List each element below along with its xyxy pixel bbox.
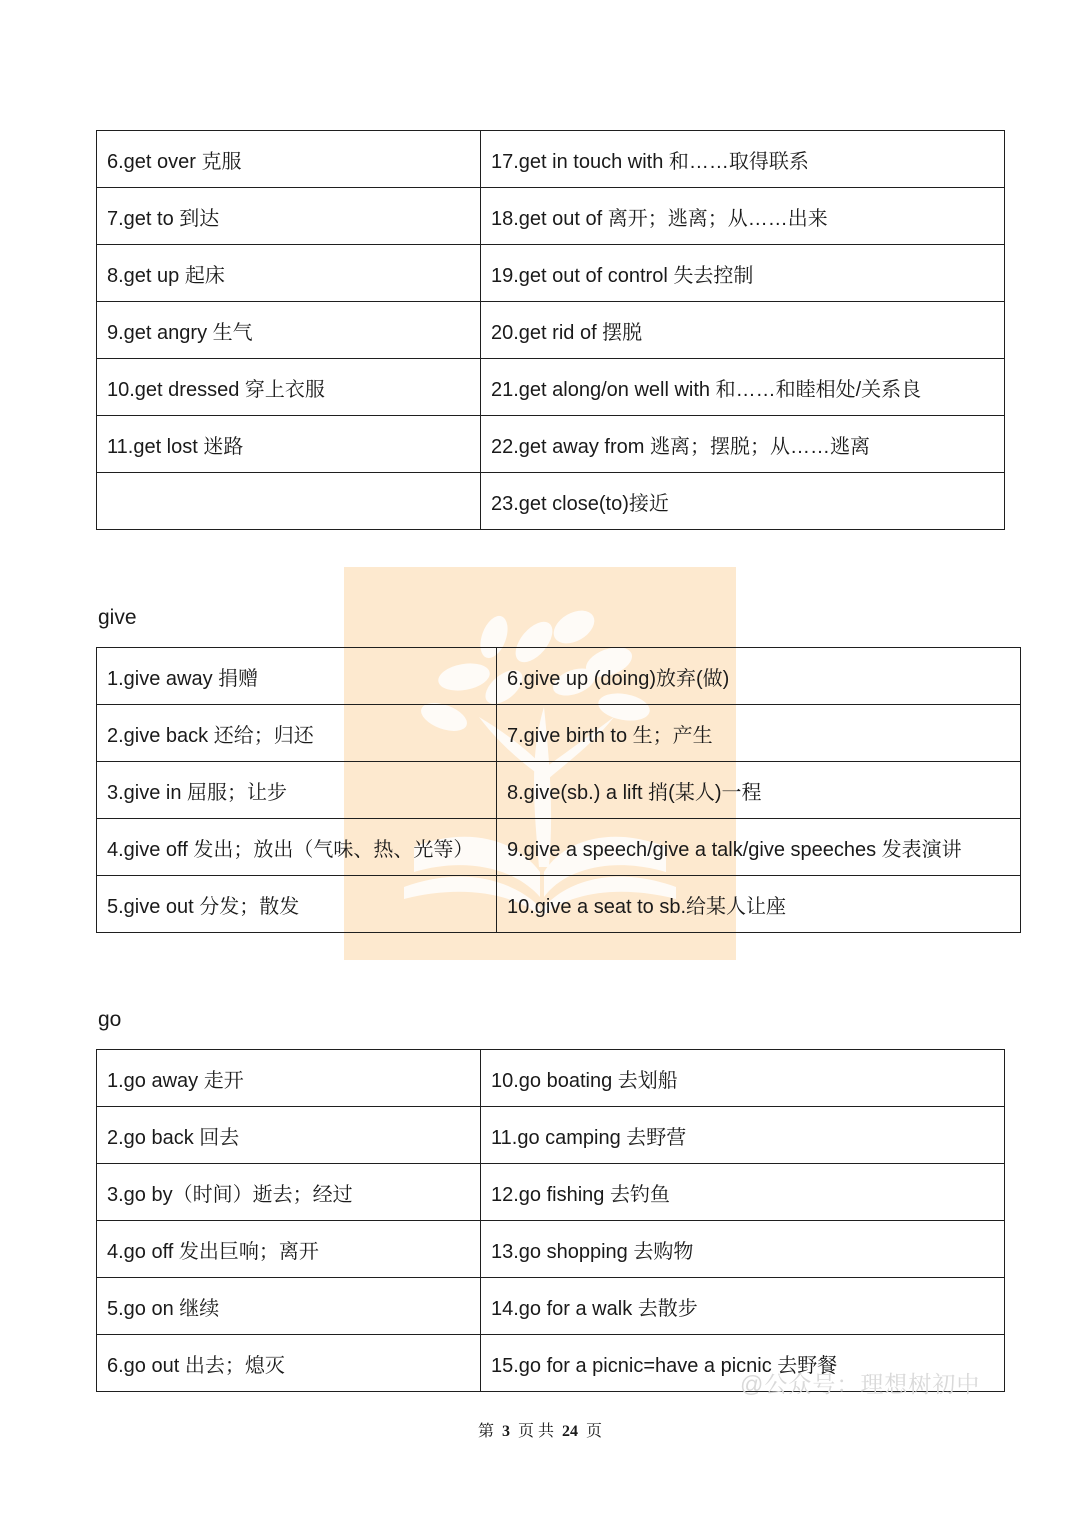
table-cell: 6.give up (doing)放弃(做) bbox=[497, 648, 1021, 705]
table-cell: 22.get away from 逃离；摆脱；从……逃离 bbox=[481, 416, 1005, 473]
table-row bbox=[97, 762, 1021, 819]
table-cell: 11.get lost 迷路 bbox=[97, 416, 481, 473]
table-row bbox=[97, 302, 1005, 359]
table-row bbox=[97, 705, 1021, 762]
table-cell: 1.give away 捐赠 bbox=[97, 648, 497, 705]
table-row bbox=[97, 876, 1021, 933]
table-cell: 21.get along/on well with 和……和睦相处/关系良 bbox=[481, 359, 1005, 416]
give-phrases-table bbox=[96, 647, 1021, 933]
section-heading-give: give bbox=[98, 606, 137, 629]
table-row bbox=[97, 819, 1021, 876]
table-row bbox=[97, 1278, 1005, 1335]
table-cell: 4.give off 发出；放出（气味、热、光等） bbox=[97, 819, 497, 876]
table-row bbox=[97, 1050, 1005, 1107]
page-number: 3 bbox=[501, 1423, 510, 1440]
table-cell: 7.get to 到达 bbox=[97, 188, 481, 245]
table-row bbox=[97, 473, 1005, 530]
table-cell: 14.go for a walk 去散步 bbox=[481, 1278, 1005, 1335]
section-heading-go: go bbox=[98, 1008, 122, 1031]
table-cell: 2.give back 还给；归还 bbox=[97, 705, 497, 762]
table-cell: 18.get out of 离开；逃离；从……出来 bbox=[481, 188, 1005, 245]
table-cell: 10.get dressed 穿上衣服 bbox=[97, 359, 481, 416]
table-row bbox=[97, 1164, 1005, 1221]
table-cell: 10.go boating 去划船 bbox=[481, 1050, 1005, 1107]
page-footer bbox=[0, 1418, 1080, 1441]
total-pages: 24 bbox=[562, 1423, 578, 1440]
table-row bbox=[97, 416, 1005, 473]
table-cell: 11.go camping 去野营 bbox=[481, 1107, 1005, 1164]
table-cell: 3.go by（时间）逝去；经过 bbox=[97, 1164, 481, 1221]
footer-prefix: 第 bbox=[477, 1423, 494, 1440]
table-row bbox=[97, 359, 1005, 416]
table-cell: 15.go for a picnic=have a picnic 去野餐 bbox=[481, 1335, 1005, 1392]
table-cell: 6.go out 出去；熄灭 bbox=[97, 1335, 481, 1392]
table-cell: 9.get angry 生气 bbox=[97, 302, 481, 359]
footer-middle: 页 共 bbox=[517, 1423, 554, 1440]
table-cell: 23.get close(to)接近 bbox=[481, 473, 1005, 530]
table-cell: 13.go shopping 去购物 bbox=[481, 1221, 1005, 1278]
table-cell: 17.get in touch with 和……取得联系 bbox=[481, 131, 1005, 188]
table-row bbox=[97, 131, 1005, 188]
table-cell: 12.go fishing 去钓鱼 bbox=[481, 1164, 1005, 1221]
table-row bbox=[97, 1221, 1005, 1278]
table-cell: 5.give out 分发；散发 bbox=[97, 876, 497, 933]
table-cell: 3.give in 屈服；让步 bbox=[97, 762, 497, 819]
table-row bbox=[97, 1107, 1005, 1164]
table-row bbox=[97, 648, 1021, 705]
table-cell: 10.give a seat to sb.给某人让座 bbox=[497, 876, 1021, 933]
table-cell: 5.go on 继续 bbox=[97, 1278, 481, 1335]
go-phrases-table bbox=[96, 1049, 1005, 1392]
table-cell: 4.go off 发出巨响；离开 bbox=[97, 1221, 481, 1278]
table-cell: 20.get rid of 摆脱 bbox=[481, 302, 1005, 359]
table-cell: 2.go back 回去 bbox=[97, 1107, 481, 1164]
table-cell bbox=[97, 473, 481, 530]
table-cell: 8.get up 起床 bbox=[97, 245, 481, 302]
table-row bbox=[97, 188, 1005, 245]
table-cell: 9.give a speech/give a talk/give speeches 发表演讲 bbox=[497, 819, 1021, 876]
table-cell: 19.get out of control 失去控制 bbox=[481, 245, 1005, 302]
get-phrases-table bbox=[96, 130, 1005, 530]
account-watermark: @公众号：理想树初中 bbox=[740, 1371, 981, 1397]
table-cell: 6.get over 克服 bbox=[97, 131, 481, 188]
table-cell: 8.give(sb.) a lift 捎(某人)一程 bbox=[497, 762, 1021, 819]
table-cell: 1.go away 走开 bbox=[97, 1050, 481, 1107]
footer-suffix: 页 bbox=[586, 1423, 603, 1440]
table-cell: 7.give birth to 生；产生 bbox=[497, 705, 1021, 762]
table-row bbox=[97, 245, 1005, 302]
